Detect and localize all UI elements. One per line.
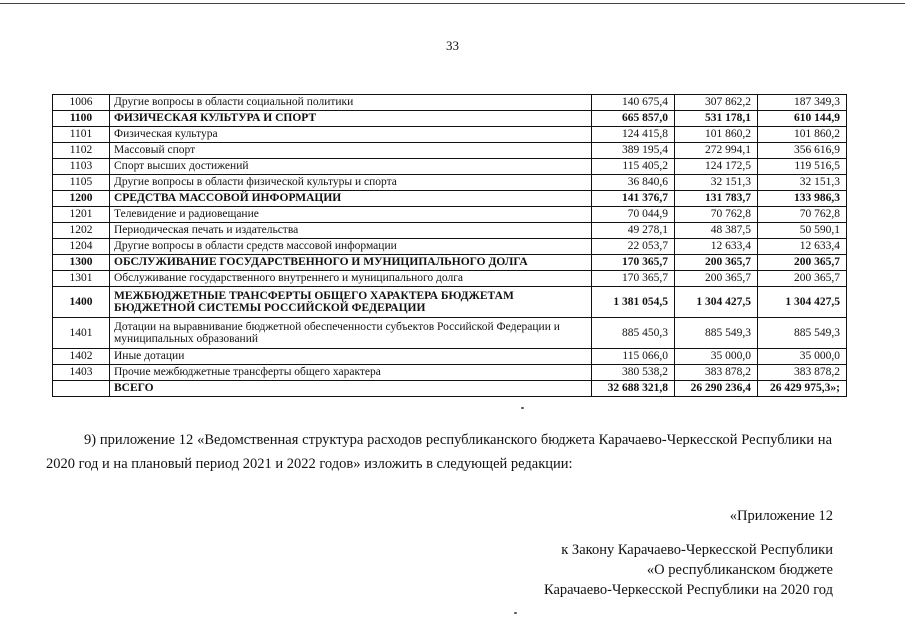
row-value-2022: 133 986,3	[758, 191, 847, 207]
row-code: 1100	[53, 111, 110, 127]
row-value-2021: 307 862,2	[675, 95, 758, 111]
row-name: Прочие межбюджетные трансферты общего характера	[110, 365, 592, 381]
row-value-2020: 22 053,7	[592, 239, 675, 255]
row-value-2021: 1 304 427,5	[675, 287, 758, 318]
row-code: 1101	[53, 127, 110, 143]
row-value-2022: 50 590,1	[758, 223, 847, 239]
row-code: 1006	[53, 95, 110, 111]
row-value-2020: 170 365,7	[592, 255, 675, 271]
table-row	[53, 349, 847, 365]
row-value-2021: 200 365,7	[675, 271, 758, 287]
table-row	[53, 191, 847, 207]
row-value-2020: 115 066,0	[592, 349, 675, 365]
table-row	[53, 271, 847, 287]
table-row	[53, 318, 847, 349]
row-value-2020: 115 405,2	[592, 159, 675, 175]
row-value-2021: 101 860,2	[675, 127, 758, 143]
row-value-2021: 383 878,2	[675, 365, 758, 381]
row-code: 1402	[53, 349, 110, 365]
scan-speck	[521, 407, 524, 409]
row-value-2020: 32 688 321,8	[592, 381, 675, 397]
appendix-line-1: к Закону Карачаево-Черкесской Республики	[561, 542, 833, 558]
row-value-2021: 26 290 236,4	[675, 381, 758, 397]
row-name: Обслуживание государственного внутреннего и муниципального долга	[110, 271, 592, 287]
row-name: Спорт высших достижений	[110, 159, 592, 175]
row-value-2022: 70 762,8	[758, 207, 847, 223]
row-name: ФИЗИЧЕСКАЯ КУЛЬТУРА И СПОРТ	[110, 111, 592, 127]
appendix-line-3: Карачаево-Черкесской Республики на 2020 год	[543, 582, 833, 598]
table-row	[53, 223, 847, 239]
row-name: Другие вопросы в области физической культуры и спорта	[110, 175, 592, 191]
row-value-2021: 35 000,0	[675, 349, 758, 365]
table-row	[53, 239, 847, 255]
table-row	[53, 255, 847, 271]
appendix-reference	[544, 540, 833, 600]
row-value-2022: 26 429 975,3»;	[758, 381, 847, 397]
row-code: 1401	[53, 318, 110, 349]
row-value-2022: 12 633,4	[758, 239, 847, 255]
row-code: 1403	[53, 365, 110, 381]
row-name: ВСЕГО	[110, 381, 592, 397]
page-top-rule	[0, 3, 905, 4]
row-name: Иные дотации	[110, 349, 592, 365]
row-name: Периодическая печать и издательства	[110, 223, 592, 239]
row-value-2021: 32 151,3	[675, 175, 758, 191]
row-value-2020: 389 195,4	[592, 143, 675, 159]
row-value-2021: 70 762,8	[675, 207, 758, 223]
row-value-2020: 70 044,9	[592, 207, 675, 223]
row-value-2022: 610 144,9	[758, 111, 847, 127]
row-value-2020: 1 381 054,5	[592, 287, 675, 318]
row-value-2021: 885 549,3	[675, 318, 758, 349]
row-code: 1300	[53, 255, 110, 271]
row-value-2020: 885 450,3	[592, 318, 675, 349]
row-value-2021: 272 994,1	[675, 143, 758, 159]
row-value-2022: 885 549,3	[758, 318, 847, 349]
row-value-2021: 124 172,5	[675, 159, 758, 175]
scan-speck	[514, 612, 517, 614]
row-value-2022: 200 365,7	[758, 271, 847, 287]
row-value-2022: 356 616,9	[758, 143, 847, 159]
row-value-2022: 35 000,0	[758, 349, 847, 365]
row-value-2020: 124 415,8	[592, 127, 675, 143]
page-number: 33	[446, 38, 459, 53]
row-value-2022: 1 304 427,5	[758, 287, 847, 318]
row-value-2020: 141 376,7	[592, 191, 675, 207]
row-value-2022: 187 349,3	[758, 95, 847, 111]
row-code: 1400	[53, 287, 110, 318]
table-row	[53, 381, 847, 397]
row-name: Физическая культура	[110, 127, 592, 143]
row-name: Другие вопросы в области средств массовой информации	[110, 239, 592, 255]
table-row	[53, 287, 847, 318]
row-value-2022: 200 365,7	[758, 255, 847, 271]
table-row	[53, 111, 847, 127]
amendment-paragraph: 9) приложение 12 «Ведомственная структура расходов республиканского бюджета Карачаево-Черкесской Республики на 2020 год и на плановый период 2021 и 2022 годов» изложить в следующей редакции:	[46, 432, 832, 472]
table-row	[53, 365, 847, 381]
table-row	[53, 127, 847, 143]
row-name: СРЕДСТВА МАССОВОЙ ИНФОРМАЦИИ	[110, 191, 592, 207]
row-value-2020: 380 538,2	[592, 365, 675, 381]
table-row	[53, 207, 847, 223]
row-name: Массовый спорт	[110, 143, 592, 159]
row-value-2021: 12 633,4	[675, 239, 758, 255]
row-value-2022: 32 151,3	[758, 175, 847, 191]
row-code: 1102	[53, 143, 110, 159]
row-name: Дотации на выравнивание бюджетной обеспеченности субъектов Российской Федерации и муниципальных образований	[110, 318, 592, 349]
budget-table	[52, 94, 847, 397]
budget-table-body	[53, 95, 847, 397]
row-code: 1200	[53, 191, 110, 207]
row-code: 1201	[53, 207, 110, 223]
row-value-2020: 36 840,6	[592, 175, 675, 191]
row-value-2021: 531 178,1	[675, 111, 758, 127]
row-code: 1301	[53, 271, 110, 287]
row-code: 1204	[53, 239, 110, 255]
row-value-2020: 665 857,0	[592, 111, 675, 127]
row-value-2020: 170 365,7	[592, 271, 675, 287]
row-value-2022: 383 878,2	[758, 365, 847, 381]
row-code: 1103	[53, 159, 110, 175]
row-value-2022: 119 516,5	[758, 159, 847, 175]
row-value-2021: 48 387,5	[675, 223, 758, 239]
row-name: Другие вопросы в области социальной политики	[110, 95, 592, 111]
appendix-title: «Приложение 12	[729, 508, 833, 524]
table-row	[53, 143, 847, 159]
table-row	[53, 175, 847, 191]
row-code: 1105	[53, 175, 110, 191]
table-row	[53, 95, 847, 111]
row-value-2020: 140 675,4	[592, 95, 675, 111]
row-value-2020: 49 278,1	[592, 223, 675, 239]
row-value-2021: 131 783,7	[675, 191, 758, 207]
row-code: 1202	[53, 223, 110, 239]
row-name: ОБСЛУЖИВАНИЕ ГОСУДАРСТВЕННОГО И МУНИЦИПАЛЬНОГО ДОЛГА	[110, 255, 592, 271]
row-name: МЕЖБЮДЖЕТНЫЕ ТРАНСФЕРТЫ ОБЩЕГО ХАРАКТЕРА БЮДЖЕТАМ БЮДЖЕТНОЙ СИСТЕМЫ РОССИЙСКОЙ ФЕДЕРАЦИИ	[110, 287, 592, 318]
appendix-line-2: «О республиканском бюджете	[646, 562, 833, 578]
table-row	[53, 159, 847, 175]
row-name: Телевидение и радиовещание	[110, 207, 592, 223]
row-code	[53, 381, 110, 397]
row-value-2022: 101 860,2	[758, 127, 847, 143]
row-value-2021: 200 365,7	[675, 255, 758, 271]
